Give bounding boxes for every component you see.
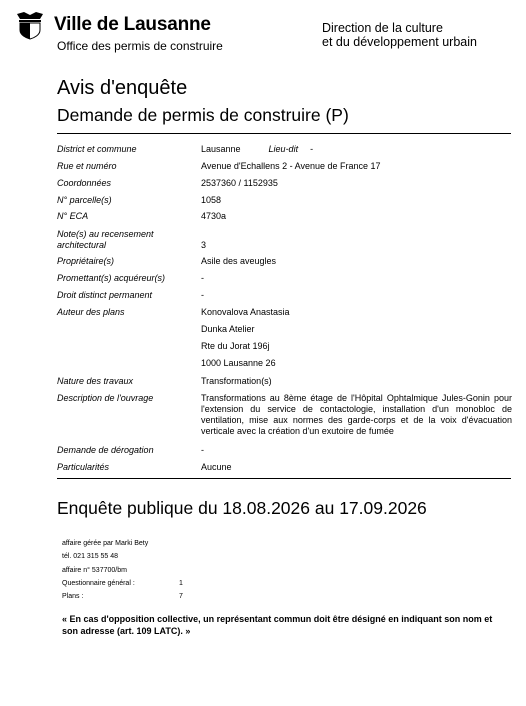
value-eca: 4730a xyxy=(201,211,227,221)
plans-line xyxy=(62,590,183,603)
value-nature: Transformation(s) xyxy=(201,376,272,386)
page-subtitle: Demande de permis de construire (P) xyxy=(57,105,349,125)
value-district-commune: Lausanne xyxy=(201,144,241,154)
label-auteur: Auteur des plans xyxy=(57,307,125,317)
label-district: District et commune xyxy=(57,144,137,154)
affaire-geree: affaire gérée par Marki Bety xyxy=(62,540,149,547)
affaire-number: affaire n° 537700/bm xyxy=(62,566,127,574)
value-proprietaire: Asile des aveugles xyxy=(201,256,277,266)
divider-bottom xyxy=(57,478,511,479)
questionnaire-label: Questionnaire général : xyxy=(62,579,135,587)
label-proprietaire: Propriétaire(s) xyxy=(57,256,115,266)
label-parcelle: N° parcelle(s) xyxy=(57,195,112,205)
label-droit: Droit distinct permanent xyxy=(57,290,153,300)
value-auteur xyxy=(201,307,512,375)
label-nature: Nature des travaux xyxy=(57,376,134,386)
department-line-2: et du développement urbain xyxy=(322,35,477,49)
telephone: tél. 021 315 55 48 xyxy=(62,553,119,561)
org-subtitle: Office des permis de construire xyxy=(57,39,223,53)
page-title: Avis d'enquête xyxy=(57,77,188,99)
label-note xyxy=(57,229,197,251)
department xyxy=(322,21,477,49)
auteur-line-1: Konovalova Anastasia xyxy=(201,307,290,317)
value-lieu-dit: - xyxy=(310,144,314,154)
label-rue: Rue et numéro xyxy=(57,161,117,171)
value-particularites: Aucune xyxy=(201,462,232,472)
org-name: Ville de Lausanne xyxy=(54,14,211,35)
auteur-line-3: Rte du Jorat 196j xyxy=(201,341,270,351)
value-promettant: - xyxy=(201,273,204,283)
enquete-dates: Enquête publique du 18.08.2026 au 17.09.2026 xyxy=(57,498,427,518)
questionnaire-value: 1 xyxy=(179,579,183,587)
auteur-line-2: Dunka Atelier xyxy=(201,324,255,334)
label-promettant: Promettant(s) acquéreur(s) xyxy=(57,273,166,283)
lausanne-coat-of-arms-icon xyxy=(13,10,47,40)
questionnaire-line xyxy=(62,577,183,590)
plans-label: Plans : xyxy=(62,593,84,601)
label-description: Description de l'ouvrage xyxy=(57,393,154,403)
label-note-line-2: architectural xyxy=(57,240,107,250)
department-line-1: Direction de la culture xyxy=(322,21,443,35)
label-note-line-1: Note(s) au recensement xyxy=(57,229,154,239)
value-droit: - xyxy=(201,290,204,300)
value-coordonnees: 2537360 / 1152935 xyxy=(201,178,278,188)
auteur-line-4: 1000 Lausanne 26 xyxy=(201,358,276,368)
label-coordonnees: Coordonnées xyxy=(57,178,112,188)
label-derogation: Demande de dérogation xyxy=(57,445,154,455)
value-parcelle: 1058 xyxy=(201,195,222,205)
plans-value: 7 xyxy=(179,593,183,601)
value-derogation: - xyxy=(201,445,204,455)
value-rue: Avenue d'Echallens 2 - Avenue de France 17 xyxy=(201,161,381,171)
value-district xyxy=(201,144,512,155)
opposition-notice: « En cas d'opposition collective, un représentant commun doit être désigné en indiquant son nom et son adresse (art. 109 LATC). » xyxy=(62,614,493,636)
divider-top xyxy=(57,133,511,134)
value-note: 3 xyxy=(201,240,207,250)
label-eca: N° ECA xyxy=(57,211,89,221)
label-particularites: Particularités xyxy=(57,462,110,472)
value-description: Transformations au 8ème étage de l'Hôpital Ophtalmique Jules-Gonin pour l'extension du service de contactologie, installation d'un monobloc de ventilation, mise aux normes des garde-corps et de la voix d'évacuation verticale avec la création d'un exutoire de fumée xyxy=(201,393,512,436)
label-lieu-dit: Lieu-dit xyxy=(268,144,299,154)
contact-block xyxy=(62,537,183,603)
